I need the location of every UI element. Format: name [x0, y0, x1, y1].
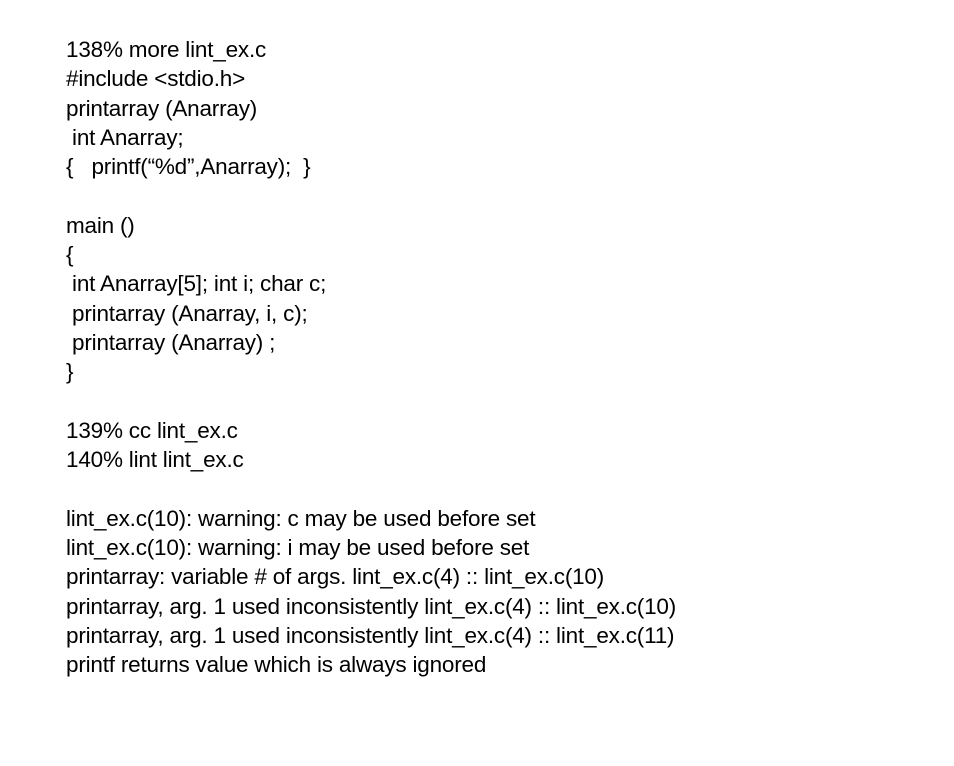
code-line-function-header: printarray (Anarray)	[66, 95, 258, 121]
code-line-param-decl: int Anarray;	[66, 124, 184, 150]
code-line-function-body: { printf(“%d”,Anarray); }	[66, 154, 311, 180]
code-line-open-brace: {	[66, 242, 74, 268]
shell-command-lint: 140% lint lint_ex.c	[66, 447, 244, 473]
code-line-declarations: int Anarray[5]; int i; char c;	[66, 271, 327, 297]
blank-line	[66, 474, 936, 503]
lint-warning-i-unset: lint_ex.c(10): warning: i may be used before set	[66, 535, 530, 561]
code-line-call-three-args: printarray (Anarray, i, c);	[66, 300, 308, 326]
shell-command-cc: 139% cc lint_ex.c	[66, 417, 238, 443]
terminal-transcript	[66, 35, 936, 680]
blank-line	[66, 181, 936, 210]
lint-warning-inconsistent-11: printarray, arg. 1 used inconsistently lint_ex.c(4) :: lint_ex.c(11)	[66, 622, 675, 648]
lint-warning-inconsistent-10: printarray, arg. 1 used inconsistently lint_ex.c(4) :: lint_ex.c(10)	[66, 593, 677, 619]
shell-command-more: 138% more lint_ex.c	[66, 37, 267, 62]
lint-warning-variable-args: printarray: variable # of args. lint_ex.c(4) :: lint_ex.c(10)	[66, 564, 605, 590]
code-line-close-brace: }	[66, 359, 74, 385]
code-line-call-one-arg: printarray (Anarray) ;	[66, 329, 276, 355]
code-line-main-header: main ()	[66, 212, 135, 238]
blank-line	[66, 387, 936, 416]
lint-warning-printf-ignored: printf returns value which is always ignored	[66, 652, 487, 678]
code-line-include: #include <stdio.h>	[66, 66, 246, 92]
lint-warning-c-unset: lint_ex.c(10): warning: c may be used before set	[66, 505, 536, 531]
